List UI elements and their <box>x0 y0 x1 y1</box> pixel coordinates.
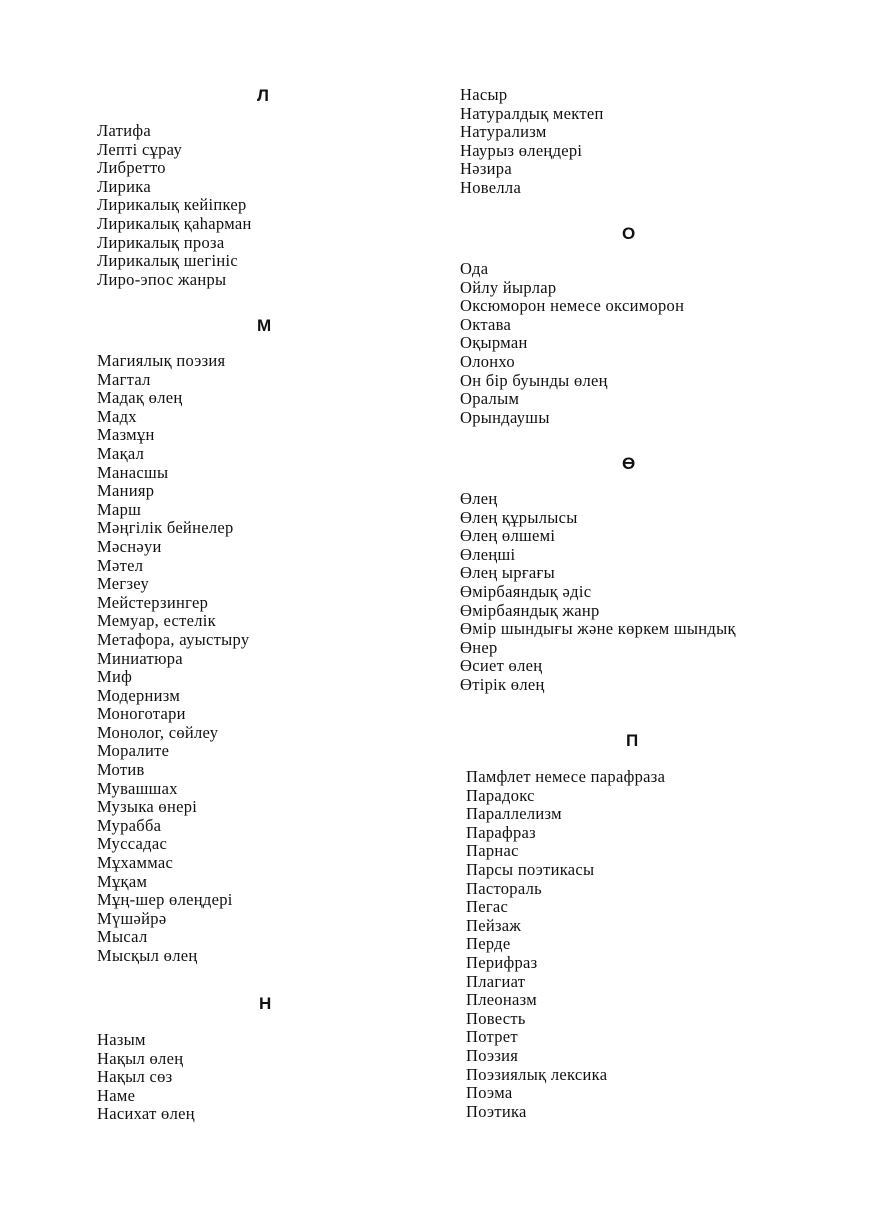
index-entry: Моралите <box>97 741 170 761</box>
index-entry: Потрет <box>466 1027 518 1047</box>
index-entry: Парафраз <box>466 822 536 842</box>
index-entry: Өлең <box>460 489 498 508</box>
index-entry: Мегзеу <box>97 574 150 594</box>
index-entry: Өмірбаяндық әдіс <box>460 581 592 601</box>
index-entry: Өнер <box>460 637 498 657</box>
index-entry: Мәңгілік бейнелер <box>97 518 234 538</box>
index-entry: Поэтика <box>466 1101 527 1121</box>
index-entry: Орындаушы <box>460 407 550 427</box>
index-entry: Манияр <box>97 481 155 501</box>
index-entry: Ойлу йырлар <box>460 277 557 297</box>
index-entry: Мувашшах <box>97 778 178 798</box>
index-entry: Лирикалық проза <box>97 232 225 252</box>
index-entry: Монолог, сөйлеу <box>97 722 219 742</box>
index-entry: Оксюморон немесе оксиморон <box>460 296 685 316</box>
index-entry: Мәтел <box>97 555 144 575</box>
index-entry: Өмірбаяндық жанр <box>460 600 600 620</box>
section-heading-P: П <box>626 731 639 750</box>
index-entry: Мәснәуи <box>97 536 162 556</box>
index-entry: Мадақ өлең <box>97 388 183 408</box>
index-entry: Магиялық поэзия <box>97 351 226 370</box>
index-entry: Насыр <box>460 85 508 104</box>
index-entry: Нақыл сөз <box>97 1067 173 1087</box>
index-entry: Насихат өлең <box>97 1104 195 1124</box>
index-entry: Ода <box>460 259 489 278</box>
index-entry: Өтірік өлең <box>460 674 545 694</box>
index-entry: Нақыл өлең <box>97 1048 184 1068</box>
section-O <box>460 260 880 427</box>
index-entry: Муссадас <box>97 834 168 854</box>
index-entry: Лиро-эпос жанры <box>97 269 227 289</box>
section-heading-M: М <box>257 316 272 335</box>
index-entry: Лирикалық шегініс <box>97 251 239 271</box>
index-entry: Натуралдық мектеп <box>460 103 604 123</box>
index-entry: Он бір буынды өлең <box>460 370 608 390</box>
entry-list-P <box>466 768 886 1121</box>
index-entry: Октава <box>460 314 512 334</box>
index-entry: Плеоназм <box>466 990 538 1010</box>
index-entry: Наурыз өлеңдері <box>460 140 583 160</box>
index-entry: Поэзия <box>466 1045 519 1065</box>
index-entry: Лепті сұрау <box>97 139 183 159</box>
index-entry: Пегас <box>466 897 509 917</box>
index-entry: Миф <box>97 667 133 687</box>
entry-list-L <box>97 122 427 289</box>
index-entry: Өлең құрылысы <box>460 507 578 527</box>
entry-list-O <box>460 260 880 427</box>
index-entry: Парнас <box>466 841 519 861</box>
index-entry: Олонхо <box>460 351 515 371</box>
index-entry: Метафора, ауыстыру <box>97 629 250 649</box>
index-entry: Мүшәйрә <box>97 908 167 928</box>
index-entry: Перифраз <box>466 952 538 972</box>
index-entry: Оралым <box>460 389 520 409</box>
index-entry: Музыка өнері <box>97 797 198 817</box>
index-entry: Мұқам <box>97 871 148 891</box>
section-heading-OE: Ө <box>622 454 636 473</box>
index-entry: Лирика <box>97 176 151 196</box>
entry-list-OE <box>460 490 880 695</box>
section-heading-O: О <box>622 224 636 243</box>
index-entry: Параллелизм <box>466 804 562 824</box>
entry-list-M <box>97 352 427 966</box>
index-entry: Повесть <box>466 1008 526 1028</box>
index-entry: Өлеңші <box>460 544 516 564</box>
section-P <box>466 768 886 1121</box>
section-heading-L: Л <box>257 86 269 105</box>
index-entry: Парадокс <box>466 785 535 805</box>
index-entry: Мемуар, естелік <box>97 611 217 631</box>
section-OE <box>460 490 880 695</box>
index-entry: Плагиат <box>466 971 526 991</box>
index-entry: Нәзира <box>460 159 512 179</box>
index-entry: Либретто <box>97 158 166 178</box>
index-entry: Мурабба <box>97 815 162 835</box>
entry-list-N <box>97 1031 427 1124</box>
index-entry: Латифа <box>97 121 151 140</box>
index-entry: Мұхаммас <box>97 853 174 873</box>
index-entry: Пастораль <box>466 878 542 898</box>
index-entry: Памфлет немесе парафраза <box>466 767 666 786</box>
index-entry: Магтал <box>97 369 151 389</box>
index-entry: Поэма <box>466 1083 513 1103</box>
index-entry: Лирикалық қаһарман <box>97 213 252 233</box>
index-entry: Мотив <box>97 760 145 780</box>
section-L <box>97 122 427 289</box>
index-entry: Назым <box>97 1030 146 1049</box>
index-entry: Мазмұн <box>97 425 155 445</box>
section-N <box>97 1031 427 1124</box>
index-entry: Парсы поэтикасы <box>466 859 595 879</box>
index-entry: Натурализм <box>460 122 547 142</box>
index-entry: Пейзаж <box>466 915 522 935</box>
index-entry: Өсиет өлең <box>460 656 543 676</box>
index-entry: Марш <box>97 499 142 519</box>
index-entry: Лирикалық кейіпкер <box>97 195 247 215</box>
index-entry: Миниатюра <box>97 648 183 668</box>
index-entry: Өмір шындығы және көркем шындық <box>460 619 736 639</box>
entry-list-N-continued <box>460 86 880 198</box>
section-N-continued <box>460 86 880 198</box>
index-entry: Моноготари <box>97 704 186 724</box>
index-entry: Өлең өлшемі <box>460 526 556 546</box>
index-entry: Поэзиялық лексика <box>466 1064 608 1084</box>
index-entry: Мейстерзингер <box>97 592 209 612</box>
index-entry: Новелла <box>460 177 522 197</box>
index-entry: Оқырман <box>460 333 528 353</box>
index-entry: Перде <box>466 934 511 954</box>
section-M <box>97 352 427 966</box>
index-entry: Өлең ырғағы <box>460 563 556 583</box>
index-entry: Мысқыл өлең <box>97 946 198 965</box>
index-entry: Мұң-шер өлеңдері <box>97 890 233 910</box>
section-heading-N: Н <box>259 994 272 1013</box>
index-entry: Мақал <box>97 443 145 463</box>
index-entry: Мысал <box>97 927 148 947</box>
index-entry: Наме <box>97 1085 136 1105</box>
index-entry: Манасшы <box>97 462 169 482</box>
index-entry: Модернизм <box>97 685 181 705</box>
index-entry: Мадх <box>97 406 137 426</box>
